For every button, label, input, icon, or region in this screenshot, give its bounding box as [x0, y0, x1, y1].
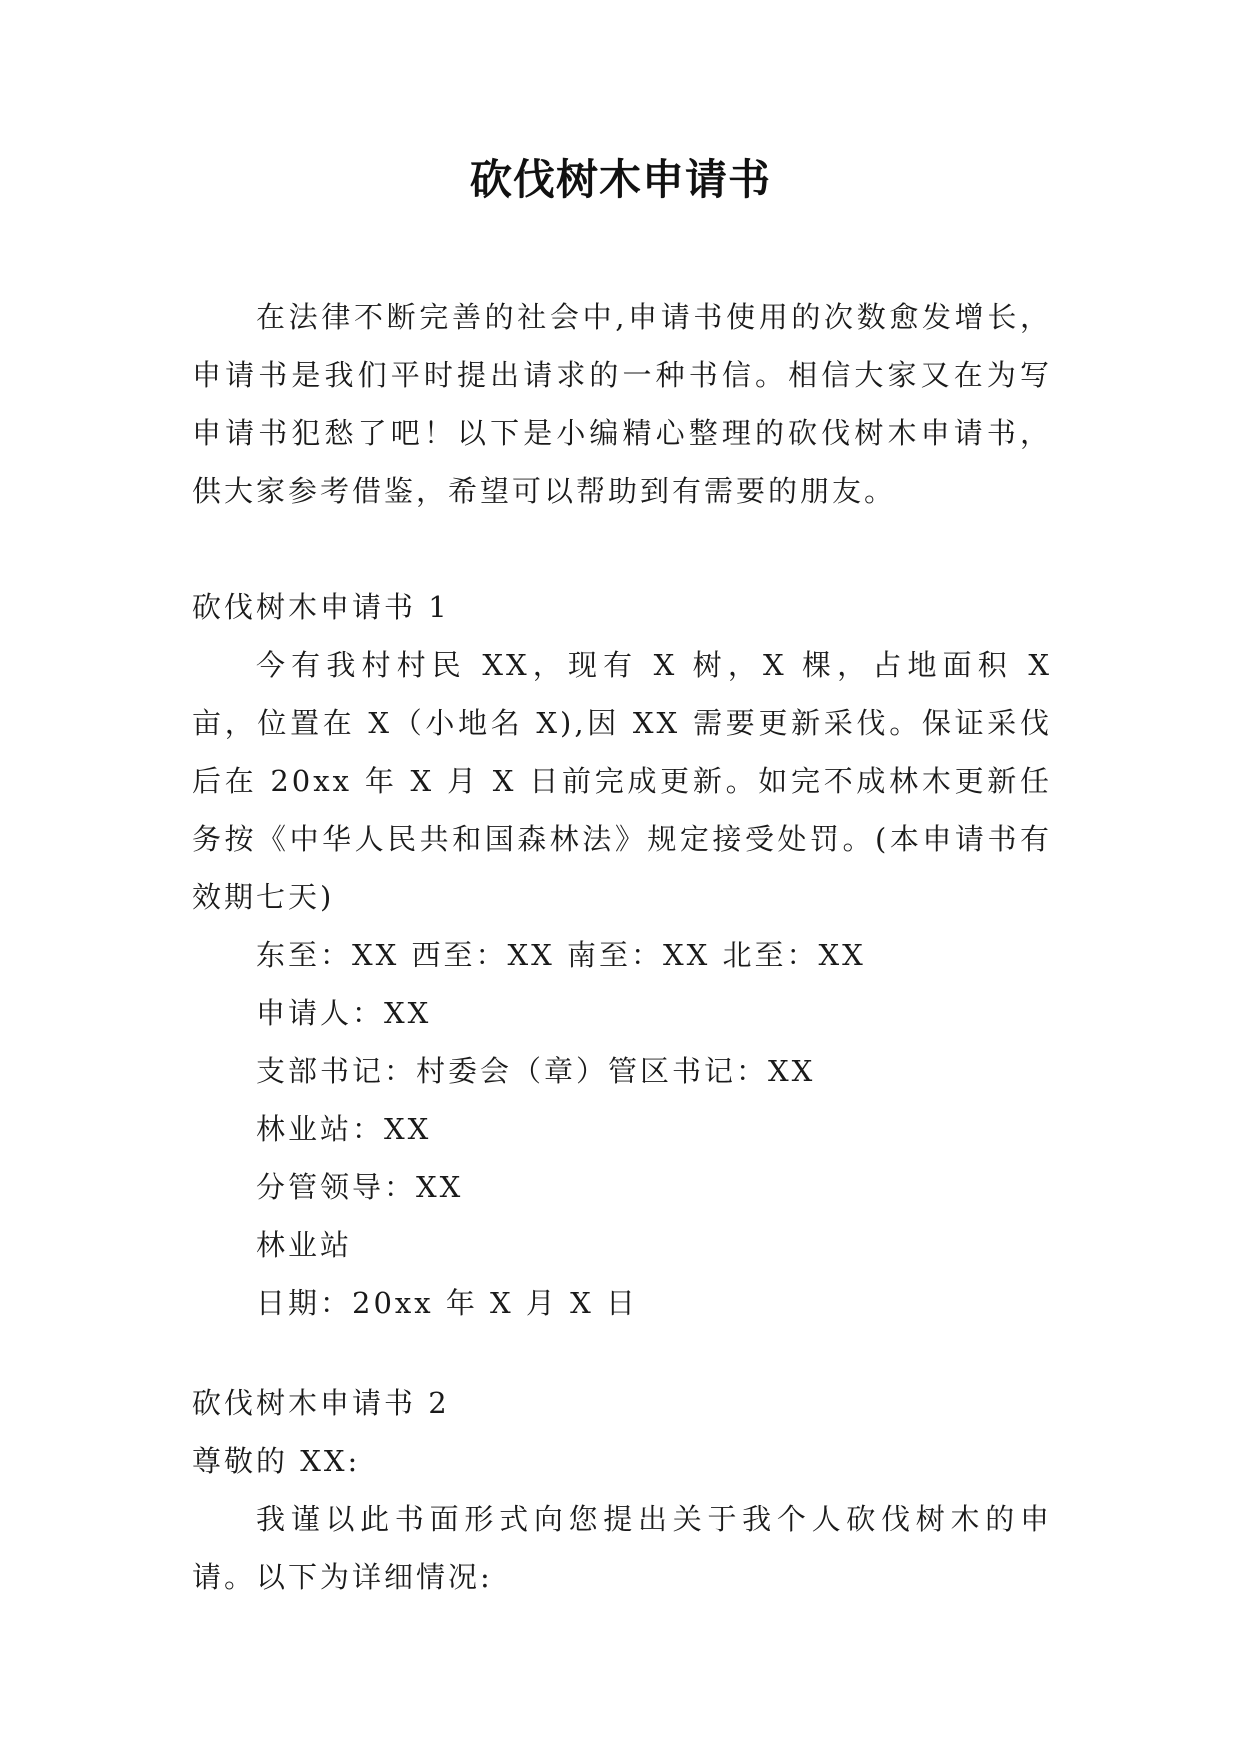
document-title: 砍伐树木申请书 — [469, 155, 771, 204]
document-body — [192, 288, 1052, 1606]
intro-paragraph: 在法律不断完善的社会中,申请书使用的次数愈发增长，申请书是我们平时提出请求的一种书信。相信大家又在为写申请书犯愁了吧！以下是小编精心整理的砍伐树木申请书，供大家参考借鉴，希望可以帮助到有需要的朋友。 — [192, 300, 1052, 508]
applicant-line: 申请人：XX — [256, 996, 432, 1030]
section-1-paragraph: 今有我村村民 XX，现有 X 树，X 棵，占地面积 X 亩，位置在 X（小地名 X),因 XX 需要更新采伐。保证采伐后在 20xx 年 X 月 X 日前完成更新。如完不成林木更新任务按《中华人民共和国森林法》规定接受处罚。(本申请书有效期七天) — [192, 648, 1052, 914]
spacer — [192, 1332, 1052, 1374]
section-1-heading: 砍伐树木申请书 1 — [192, 590, 450, 624]
section-2-paragraph: 我谨以此书面形式向您提出关于我个人砍伐树木的申请。以下为详细情况: — [192, 1502, 1052, 1594]
branch-secretary-line: 支部书记：村委会（章）管区书记：XX — [256, 1054, 816, 1088]
spacer — [192, 520, 1052, 578]
forestry-station-line: 林业站：XX — [256, 1112, 432, 1146]
salutation: 尊敬的 XX: — [192, 1444, 361, 1478]
boundary-line: 东至：XX 西至：XX 南至：XX 北至：XX — [256, 938, 866, 972]
date-line: 日期：20xx 年 X 月 X 日 — [256, 1286, 638, 1320]
section-2-heading: 砍伐树木申请书 2 — [192, 1386, 450, 1420]
forestry-station-signature: 林业站 — [256, 1228, 353, 1262]
supervisor-line: 分管领导：XX — [256, 1170, 464, 1204]
